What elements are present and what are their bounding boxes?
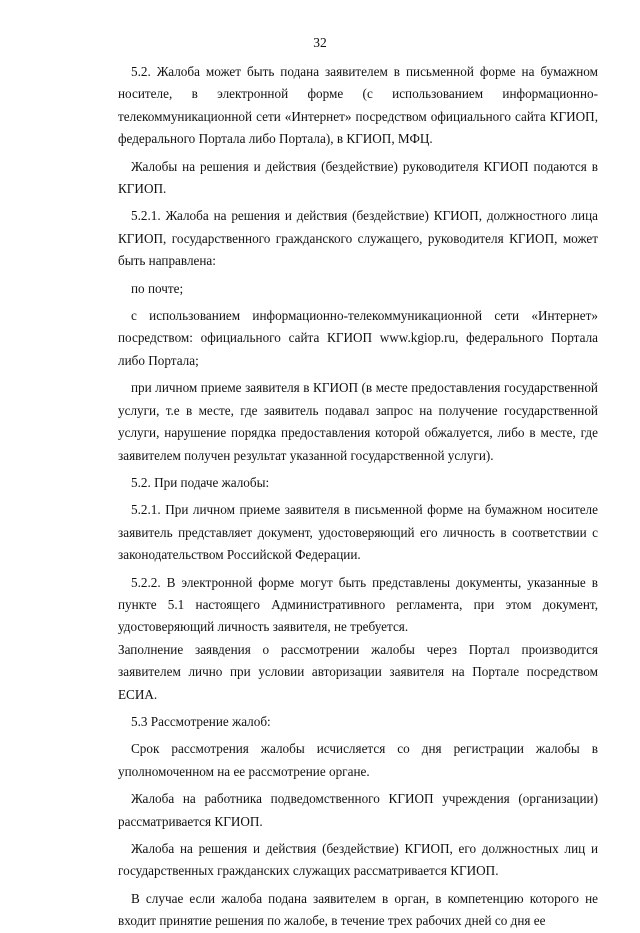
paragraph-wrong-authority: В случае если жалоба подана заявителем в орган, в компетенцию которого не входит принятие решения по жалобе, в течение трех рабочих дней со дня ее bbox=[118, 890, 598, 929]
paragraph-5-2-1-personal: 5.2.1. При личном приеме заявителя в письменной форме на бумажном носителе заявитель представляет документ, удостоверяющий его личность в соответствии с законодательством Российской Федерации. bbox=[118, 502, 598, 563]
paragraph-portal-filling: Заполнение заявдения о рассмотрении жалобы через Портал производится заявителем лично при условии авторизации заявителя на Портале посредством ЕСИА. bbox=[118, 641, 598, 702]
paragraph-5-3: 5.3 Рассмотрение жалоб: bbox=[131, 713, 271, 729]
page-number: 32 bbox=[313, 35, 327, 50]
paragraph-officials-complaint: Жалоба на решения и действия (бездействие) КГИОП, его должностных лиц и государственных гражданских служащих рассматривается КГИОП. bbox=[118, 841, 598, 879]
paragraph-5-2-submission: 5.2. При подаче жалобы: bbox=[131, 474, 270, 490]
paragraph-5-2-2-electronic: 5.2.2. В электронной форме могут быть представлены документы, указанные в пункте 5.1 настоящего Административного регламента, при этом документ, удостоверяющий личность заявителя, не требуется. bbox=[118, 574, 598, 635]
paragraph-personal-visit: при личном приеме заявителя в КГИОП (в месте предоставления государственной услуги, т.е в месте, где заявитель подавал запрос на получение государственной услуги, нарушение порядка предоставления которой обжалуется, либо в месте, где заявителем получен результат указанной государственной услуги). bbox=[118, 380, 598, 463]
paragraph-complaints-head: Жалобы на решения и действия (бездействие) руководителя КГИОП подаются в КГИОП. bbox=[118, 158, 598, 197]
paragraph-by-mail: по почте; bbox=[131, 280, 184, 296]
paragraph-term: Срок рассмотрения жалобы исчисляется со дня регистрации жалобы в уполномоченном на ее рассмотрение органе. bbox=[118, 741, 598, 779]
paragraph-employee-complaint: Жалоба на работника подведомственного КГИОП учреждения (организации) рассматривается КГИОП. bbox=[118, 791, 598, 829]
paragraph-internet: с использованием информационно-телекоммуникационной сети «Интернет» посредством: официального сайта КГИОП www.kgiop.ru, федерального Портала либо Портала; bbox=[118, 308, 598, 368]
paragraph-5-2: 5.2. Жалоба может быть подана заявителем в письменной форме на бумажном носителе, в электронной форме (с использованием информационно-телекоммуникационной сети «Интернет» посредством официального сайта КГИОП, федерального Портала либо Портала), в КГИОП, МФЦ. bbox=[118, 64, 598, 147]
paragraph-5-2-1: 5.2.1. Жалоба на решения и действия (бездействие) КГИОП, должностного лица КГИОП, государственного гражданского служащего, руководителя КГИОП, может быть направлена: bbox=[118, 208, 598, 269]
document-body bbox=[118, 61, 598, 933]
